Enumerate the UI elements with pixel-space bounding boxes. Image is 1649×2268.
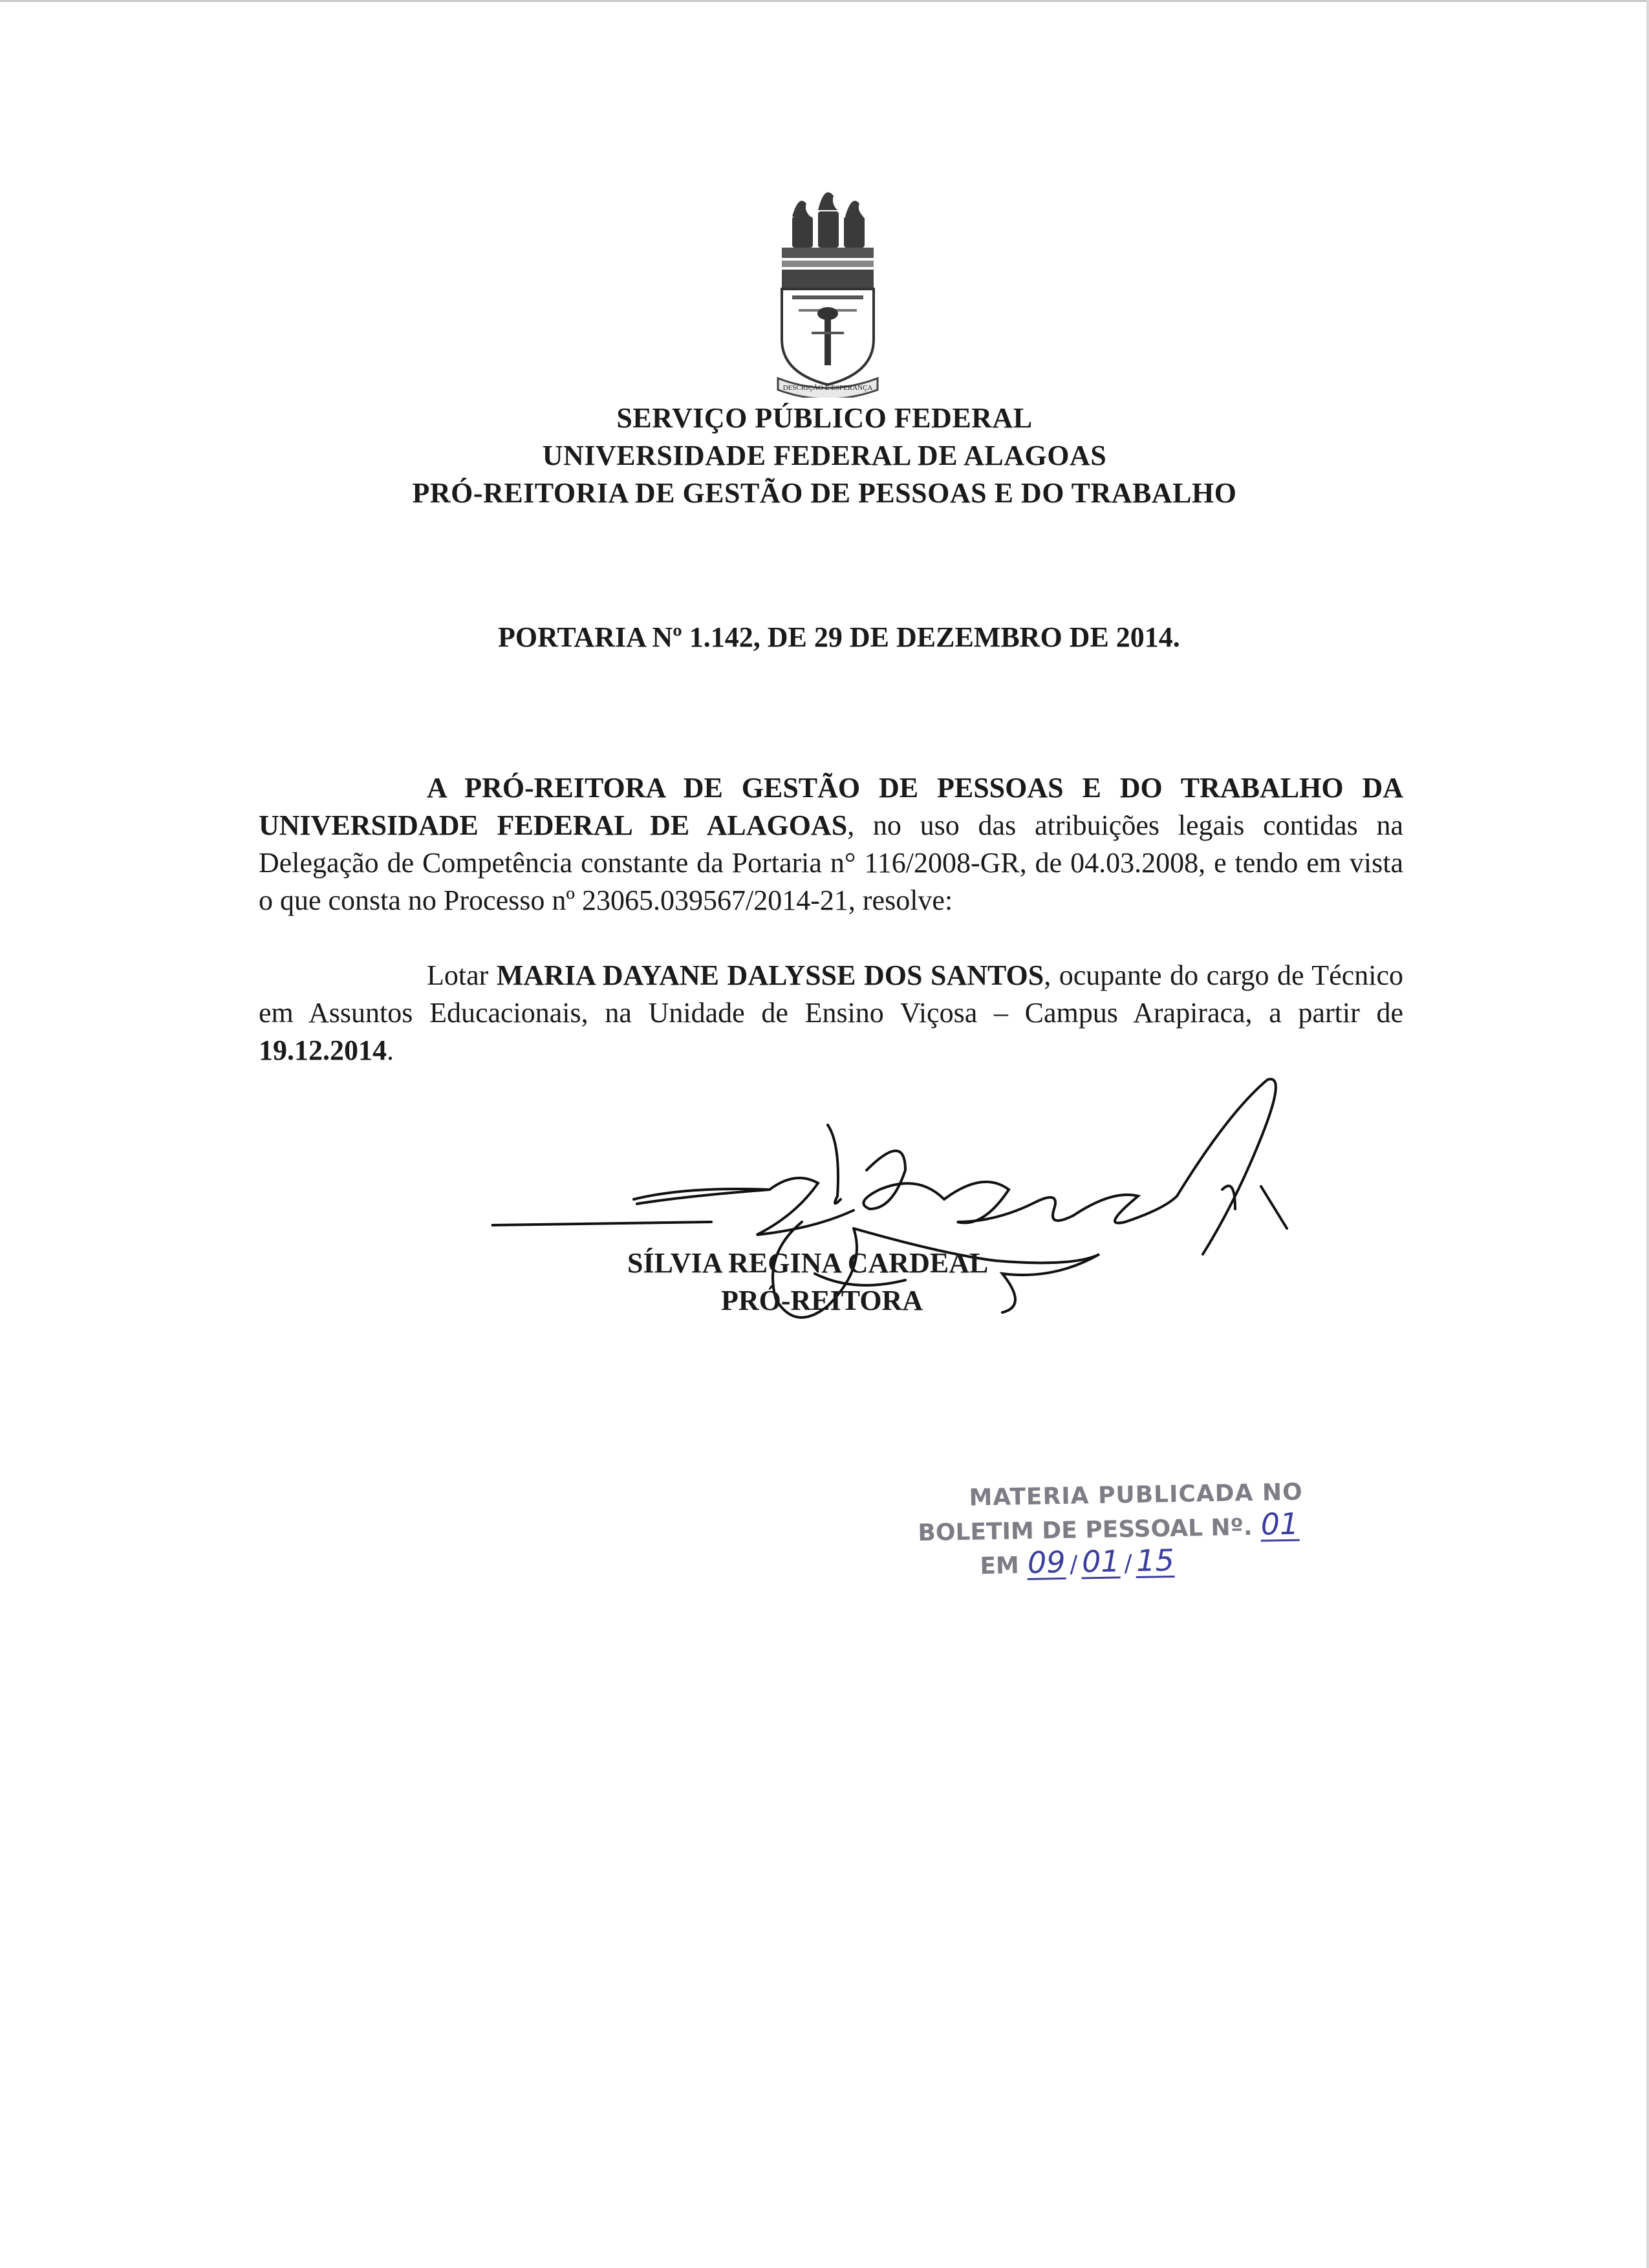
crest-motto: DESCRIÇÃO E ESPERANÇA: [782, 384, 873, 392]
university-crest-icon: [773, 184, 883, 398]
resolution-middle: , ocupante do cargo de Técnico em Assuntos Educacionais, na Unidade de Ensino Viçosa – Campus Arapiraca, a partir de: [259, 959, 1403, 1029]
publication-stamp: [917, 1477, 1304, 1626]
stamp-line-1: MATERIA PUBLICADA NO: [969, 1479, 1304, 1512]
handwritten-signature: [491, 1060, 1332, 1371]
stamp-line-2: [918, 1506, 1299, 1549]
stamp-bulletin-number: 01: [1260, 1506, 1299, 1542]
paragraph-preamble: [259, 769, 1403, 919]
stamp-month: 01: [1081, 1543, 1121, 1579]
header-line-3: PRÓ-REITORIA DE GESTÃO DE PESSOAS E DO TRABALHO: [412, 477, 1237, 509]
employee-name: MARIA DAYANE DALYSSE DOS SANTOS: [496, 959, 1044, 991]
scan-top-edge: [0, 0, 1649, 2]
header-line-1: SERVIÇO PÚBLICO FEDERAL: [616, 402, 1033, 434]
scan-right-edge: [1646, 0, 1649, 2268]
stamp-bulletin-label: BOLETIM DE PESSOAL Nº.: [918, 1514, 1253, 1546]
stamp-date-label: EM: [980, 1552, 1020, 1580]
portaria-title: PORTARIA Nº 1.142, DE 29 DE DEZEMBRO DE 2014.: [498, 621, 1180, 653]
stamp-line-3: EM 09 / 01 / 15: [980, 1542, 1175, 1580]
resolution-prefix: Lotar: [427, 959, 497, 991]
stamp-day: 09: [1027, 1544, 1066, 1580]
signer-block: [627, 1245, 988, 1320]
header-line-2: UNIVERSIDADE FEDERAL DE ALAGOAS: [542, 440, 1107, 471]
signer-role: PRÓ-REITORA: [721, 1285, 923, 1316]
document-header: [0, 400, 1649, 512]
preamble-bold-lead: A PRÓ-REITORA DE GESTÃO DE PESSOAS E DO TRABALHO DA UNIVERSIDADE FEDERAL DE ALAGOAS: [259, 772, 1403, 841]
stamp-year: 15: [1136, 1542, 1175, 1578]
effective-date: 19.12.2014: [259, 1034, 387, 1066]
preamble-text: , no uso das atribuições legais contidas na Delegação de Competência constante da Portaria n° 116/2008-GR, de 04.03.2008, e tendo em vista o que consta no Processo nº 23065.039567/2014-21, resolve:: [259, 809, 1403, 916]
paragraph-resolution: [259, 957, 1403, 1069]
resolution-suffix: .: [387, 1034, 394, 1066]
signer-name: SÍLVIA REGINA CARDEAL: [627, 1247, 989, 1279]
